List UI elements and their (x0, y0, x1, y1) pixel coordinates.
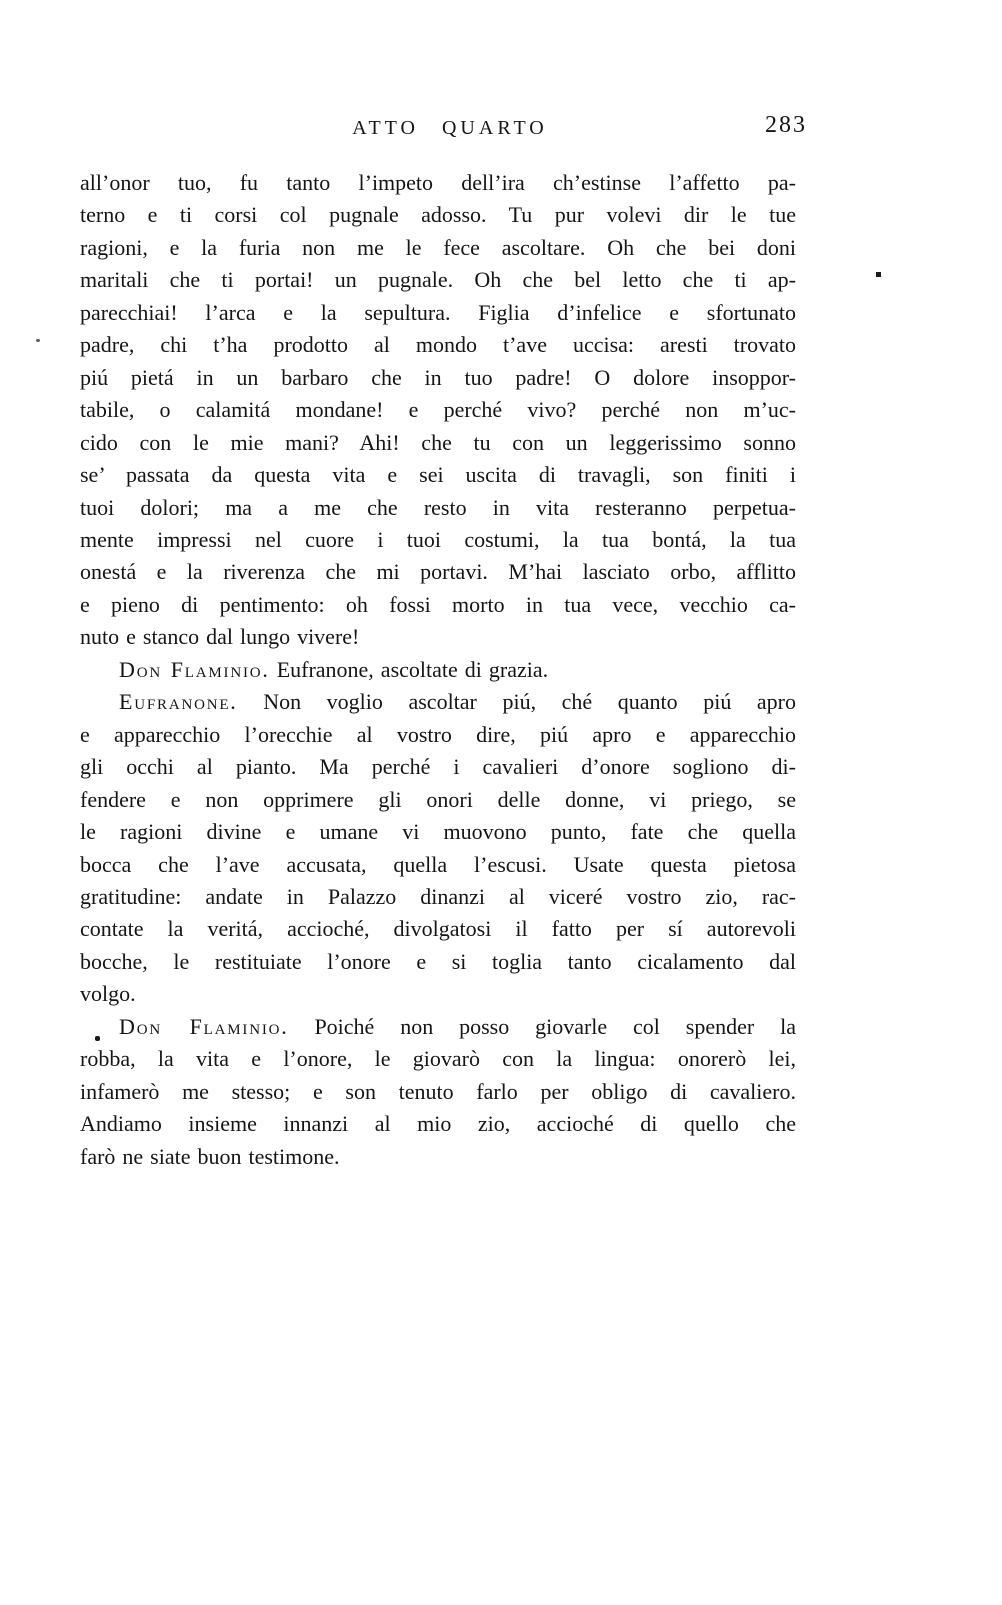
text-line (80, 427, 796, 459)
line-text: fendere e non opprimere gli onori delle donne, vi priego, se (80, 786, 796, 812)
text-line (80, 1043, 796, 1075)
line-text: e pieno di pentimento: oh fossi morto in tua vece, vecchio ca- (80, 591, 796, 617)
text-line (80, 362, 796, 394)
line-text: e apparecchio l’orecchie al vostro dire, piú apro e apparecchio (80, 721, 796, 747)
line-text: gli occhi al pianto. Ma perché i cavalieri d’onore sogliono di- (80, 754, 796, 780)
text-line (80, 654, 796, 686)
line-text: cido con le mie mani? Ahi! che tu con un leggerissimo sonno (80, 429, 796, 455)
line-text: Poiché non posso giovarle col spender la (288, 1013, 796, 1039)
line-text: tuoi dolori; ma a me che resto in vita resteranno perpetua- (80, 494, 796, 520)
running-title: ATTO QUARTO (352, 117, 548, 139)
text-line (80, 946, 796, 978)
text-line (80, 751, 796, 783)
speaker-name: Don Flaminio. (119, 1013, 289, 1039)
line-text: piú pietá in un barbaro che in tuo padre! O dolore insoppor- (80, 364, 796, 390)
text-line (80, 913, 796, 945)
line-text: Andiamo insieme innanzi al mio zio, accioché di quello che (80, 1111, 796, 1137)
speaker-name: Don Flaminio. (119, 656, 270, 682)
line-text: onestá e la riverenza che mi portavi. M’hai lasciato orbo, afflitto (80, 559, 796, 585)
text-line (80, 492, 796, 524)
line-text: tabile, o calamitá mondane! e perché vivo? perché non m’uc- (80, 397, 796, 423)
ink-speck (36, 339, 40, 342)
line-text: padre, chi t’ha prodotto al mondo t’ave uccisa: aresti trovato (80, 332, 796, 358)
text-line (80, 978, 796, 1010)
text-line (80, 524, 796, 556)
text-line (80, 232, 796, 264)
text-line (80, 1011, 796, 1043)
text-line (80, 881, 796, 913)
text-line (80, 297, 796, 329)
text-line (80, 167, 796, 199)
page-number: 283 (765, 112, 807, 138)
line-text: Non voglio ascoltar piú, ché quanto piú apro (237, 689, 796, 715)
text-line (80, 459, 796, 491)
line-text: volgo. (80, 981, 136, 1007)
speaker-name: Eufranone. (119, 689, 238, 715)
ink-speck (876, 272, 881, 277)
text-line (80, 1141, 796, 1173)
text-line (80, 394, 796, 426)
text-line (80, 621, 796, 653)
line-text: maritali che ti portai! un pugnale. Oh che bel letto che ti ap- (80, 267, 796, 293)
page-header (80, 112, 807, 146)
text-line (80, 329, 796, 361)
text-line (80, 1076, 796, 1108)
line-text: ragioni, e la furia non me le fece ascoltare. Oh che bei doni (80, 234, 796, 260)
line-text: infamerò me stesso; e son tenuto farlo per obligo di cavaliero. (80, 1078, 796, 1104)
text-line (80, 199, 796, 231)
text-block (80, 167, 796, 1173)
text-line (80, 719, 796, 751)
line-text: robba, la vita e l’onore, le giovarò con la lingua: onorerò lei, (80, 1046, 796, 1072)
line-text: le ragioni divine e umane vi muovono punto, fate che quella (80, 819, 796, 845)
text-line (80, 589, 796, 621)
line-text: terno e ti corsi col pugnale adosso. Tu pur volevi dir le tue (80, 202, 796, 228)
line-text: bocche, le restituiate l’onore e si toglia tanto cicalamento dal (80, 948, 796, 974)
ink-speck (95, 1036, 100, 1041)
line-text: se’ passata da questa vita e sei uscita di travagli, son finiti i (80, 462, 796, 488)
line-text: farò ne siate buon testimone. (80, 1143, 340, 1169)
text-line (80, 686, 796, 718)
line-text: mente impressi nel cuore i tuoi costumi, la tua bontá, la tua (80, 526, 796, 552)
line-text: all’onor tuo, fu tanto l’impeto dell’ira ch’estinse l’affetto pa- (80, 170, 796, 195)
text-line (80, 1108, 796, 1140)
line-text: gratitudine: andate in Palazzo dinanzi al viceré vostro zio, rac- (80, 883, 796, 909)
line-text: contate la veritá, accioché, divolgatosi il fatto per sí autorevoli (80, 916, 796, 942)
text-line (80, 784, 796, 816)
line-text: bocca che l’ave accusata, quella l’escusi. Usate questa pietosa (80, 851, 796, 877)
text-line (80, 556, 796, 588)
line-text: Eufranone, ascoltate di grazia. (269, 656, 549, 682)
text-line (80, 816, 796, 848)
text-line (80, 849, 796, 881)
line-text: parecchiai! l’arca e la sepultura. Figlia d’infelice e sfortunato (80, 299, 796, 325)
text-line (80, 264, 796, 296)
line-text: nuto e stanco dal lungo vivere! (80, 624, 360, 650)
